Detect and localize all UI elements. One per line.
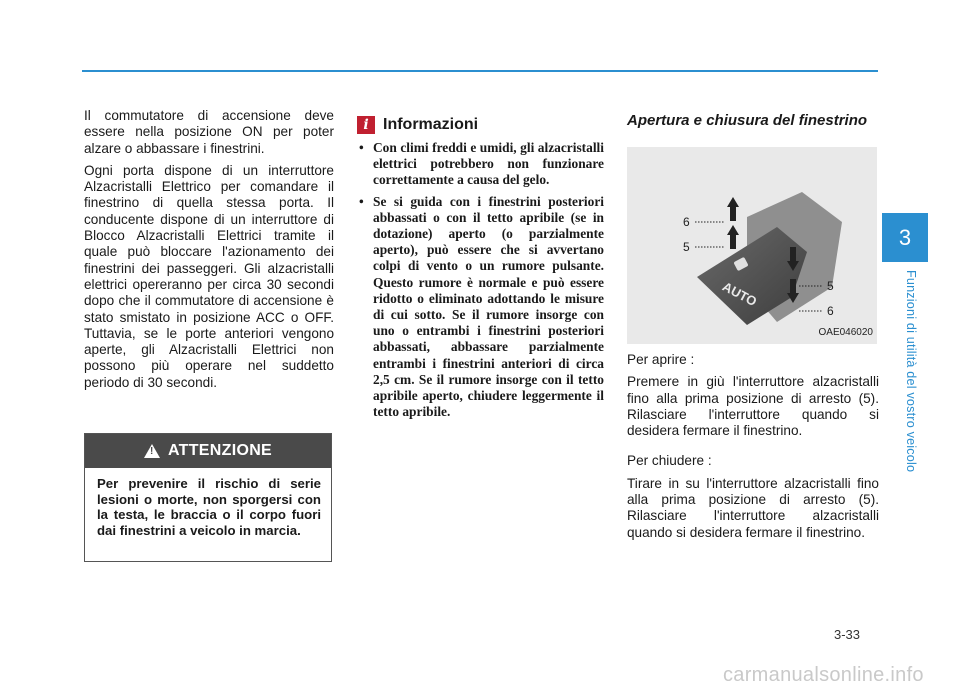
auto-label: AUTO [720,278,760,310]
label-5-top: 5 [683,240,690,254]
description-paragraph: Ogni porta dispone di un interruttore Alzacristalli Elettrico per comandare il finestrino di quella stessa porta. Il conducente dispone di un interruttore di Blocco Alzacristalli Elettrici tramite il quale può bloccare l'azionamento dei finestrini dei passeggeri. Gli alzacristalli elettrici opereranno per circa 30 secondi dopo che il commutatore di accensione è stato smistato in posizione ACC o OFF. Tuttavia, se le porte anteriori vengono aperte, gli Alzacristalli Elettrici non possono più operare nel suddetto periodo di 30 secondi. [84,162,334,390]
warning-text: Per prevenire il rischio di serie lesioni o morte, non sporgersi con la testa, le braccia o il corpo fuori dai finestrini a veicolo in marcia. [97,476,321,538]
label-6-bottom: 6 [827,304,834,318]
page-number: 3-33 [834,627,861,642]
arrow-up-5-icon [727,225,739,249]
window-switch-figure [627,147,877,344]
info-column [357,116,604,425]
warning-box [84,433,332,562]
warning-header [85,434,331,468]
chapter-tab: 3 [882,213,928,262]
info-header [357,116,604,134]
window-switch-illustration [627,147,877,344]
left-column [84,108,334,397]
open-label: Per aprire : [627,352,695,367]
close-label: Per chiudere : [627,453,712,469]
warning-title: ATTENZIONE [167,442,273,459]
info-title: Informazioni [383,116,479,133]
watermark: carmanualsonline.info [723,664,924,686]
figure-code: OAE046020 [818,326,873,338]
section-title: Apertura e chiusura del finestrino [627,112,868,129]
intro-paragraph: Il commutatore di accensione deve essere nella posizione ON per poter alzare o abbassare i finestrini. [84,108,334,156]
label-6-top: 6 [683,215,690,229]
info-item: • Con climi freddi e umidi, gli alzacristalli elettrici potrebbero non funzionare correttamente a causa del gelo. [357,140,604,189]
info-icon: i [357,116,375,134]
header-rule [82,70,878,72]
open-instructions: Premere in giù l'interruttore alzacristalli fino alla prima posizione di arresto (5). Rilasciare l'interruttore quando si desidera fermare il finestrino. [627,374,879,439]
chapter-title: Funzioni di utilità del vostro veicolo [904,270,918,473]
label-5-bottom: 5 [827,279,834,293]
info-list [357,140,604,420]
close-instructions: Tirare in su l'interruttore alzacristalli fino alla prima posizione di arresto (5). Rilasciare l'interruttore alzacristalli quando si desidera fermare il finestrino. [627,475,879,540]
arrow-up-6-icon [727,197,739,221]
right-column [627,112,879,547]
info-item: • Se si guida con i finestrini posteriori abbassati o con il tetto apribile (se in dotazione) aperto (o parzialmente aperto), può essere che si avvertano colpi di vento o un rumore pulsante. Questo rumore è normale e può essere ridotto o eliminato adottando le misure di cui sotto. Se il rumore insorge con uno o entrambi i finestrini posteriori abbassati, abbassare parzialmente entrambi i finestrini anteriori di circa 2,5 cm. Se il rumore insorge con il tetto apribile aperto, chiudere leggermente il tetto apribile. [357,194,604,421]
warning-triangle-icon [144,444,160,458]
